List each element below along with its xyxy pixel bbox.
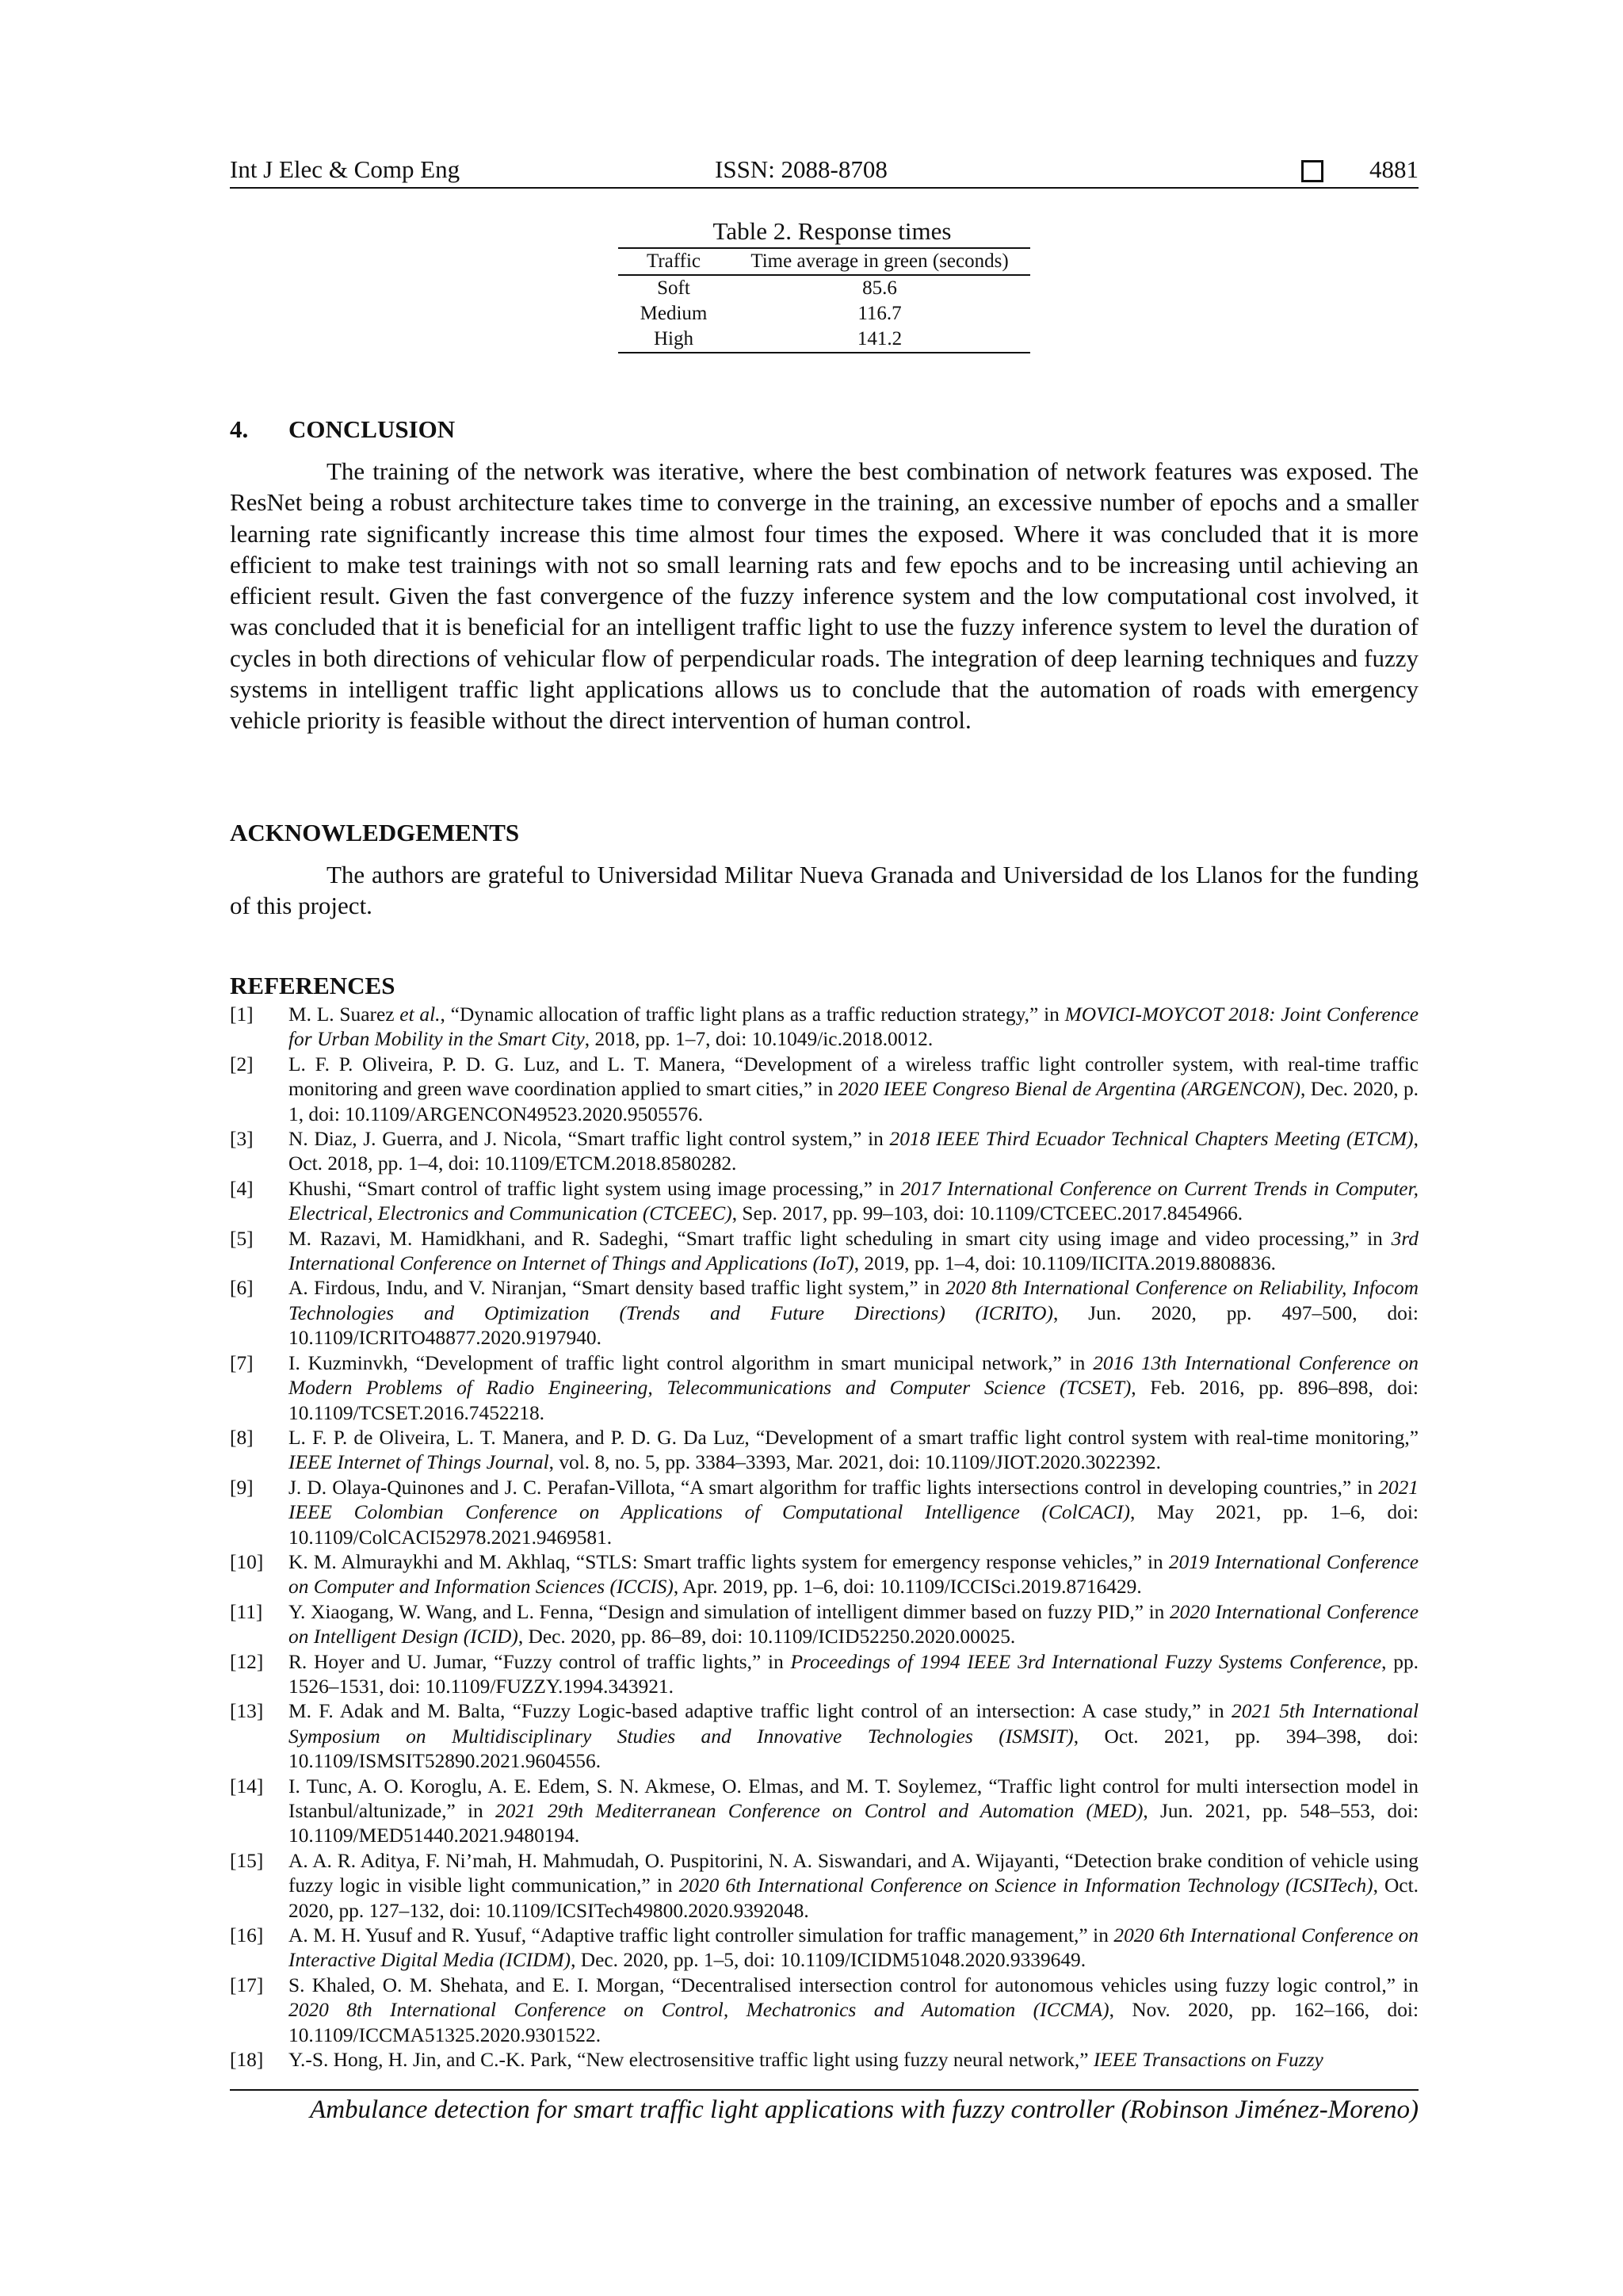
reference-venue: 2021 29th Mediterranean Conference on Control and Automation (MED) xyxy=(495,1800,1144,1822)
reference-segment: , 2019, pp. 1–4, doi: 10.1109/IICITA.2019.8808836. xyxy=(854,1252,1277,1275)
reference-venue: 2020 8th International Conference on Reliability, Infocom Technologies and Optimization (Trends and Future Directions) (ICRITO) xyxy=(288,1277,1419,1324)
reference-item xyxy=(230,2048,1419,2073)
conclusion-heading xyxy=(230,415,455,444)
reference-venue: 3rd International Conference on Internet of Things and Applications (IoT) xyxy=(288,1227,1419,1275)
reference-number: [2] xyxy=(230,1052,254,1075)
reference-number: [4] xyxy=(230,1177,254,1200)
reference-segment: , Apr. 2019, pp. 1–6, doi: 10.1109/ICCISci.2019.8716429. xyxy=(673,1576,1142,1599)
table-column-header: Traffic xyxy=(618,248,729,275)
reference-segment: , pp. 1526–1531, doi: 10.1109/FUZZY.1994.343921. xyxy=(288,1650,1419,1698)
reference-segment: , Dec. 2020, pp. 86–89, doi: 10.1109/ICID52250.2020.00025. xyxy=(517,1626,1016,1648)
reference-item xyxy=(230,1849,1419,1924)
reference-venue: et al. xyxy=(399,1003,441,1026)
reference-number: [10] xyxy=(230,1550,264,1573)
reference-segment: M. L. Suarez xyxy=(288,1003,400,1026)
header-rule xyxy=(230,187,1419,189)
reference-venue: 2020 8th International Conference on Control, Mechatronics and Automation (ICCMA) xyxy=(288,1999,1109,2022)
reference-item xyxy=(230,1127,1419,1177)
reference-segment: K. M. Almuraykhi and M. Akhlaq, “STLS: Smart traffic lights system for emergency response vehicles,” in xyxy=(288,1550,1169,1573)
reference-item xyxy=(230,1600,1419,1650)
reference-text xyxy=(288,2048,1419,2073)
references-heading: REFERENCES xyxy=(230,972,395,999)
reference-segment: J. D. Olaya-Quinones and J. C. Perafan-Villota, “A smart algorithm for traffic lights intersections control in developing countries,” in xyxy=(288,1476,1379,1499)
reference-segment: , May 2021, pp. 1–6, doi: 10.1109/ColCACI52978.2021.9469581. xyxy=(288,1501,1419,1549)
reference-number: [8] xyxy=(230,1426,254,1449)
reference-item xyxy=(230,1650,1419,1700)
reference-segment: , Oct. 2018, pp. 1–4, doi: 10.1109/ETCM.2018.8580282. xyxy=(288,1128,1419,1175)
reference-item xyxy=(230,1052,1419,1127)
reference-text xyxy=(288,1849,1419,1924)
reference-venue: MOVICI-MOYCOT 2018: Joint Conference for Urban Mobility in the Smart City xyxy=(288,1003,1419,1051)
reference-segment: A. M. H. Yusuf and R. Yusuf, “Adaptive traffic light controller simulation for traffic management,” in xyxy=(288,1924,1114,1947)
reference-segment: , Oct. 2020, pp. 127–132, doi: 10.1109/ICSITech49800.2020.9392048. xyxy=(288,1874,1419,1922)
table-caption: Table 2. Response times xyxy=(712,217,952,245)
reference-venue: 2019 International Conference on Computer and Information Sciences (ICCIS) xyxy=(288,1550,1419,1599)
reference-text xyxy=(288,1177,1419,1227)
reference-text xyxy=(288,1052,1419,1127)
reference-segment: R. Hoyer and U. Jumar, “Fuzzy control of traffic lights,” in xyxy=(288,1650,791,1673)
reference-text xyxy=(288,1924,1419,1973)
reference-segment: Y.-S. Hong, H. Jin, and C.-K. Park, “New electrosensitive traffic light using fuzzy neural network,” xyxy=(288,2049,1094,2072)
reference-item xyxy=(230,1924,1419,1973)
reference-venue: 2021 IEEE Colombian Conference on Applications of Computational Intelligence (ColCACI) xyxy=(288,1476,1419,1524)
reference-text xyxy=(288,1973,1419,2048)
reference-segment: M. F. Adak and M. Balta, “Fuzzy Logic-based adaptive traffic light control of an intersection: A case study,” in xyxy=(288,1700,1232,1723)
reference-segment: , Jun. 2021, pp. 548–553, doi: 10.1109/MED51440.2021.9480194. xyxy=(288,1800,1419,1847)
reference-segment: A. A. R. Aditya, F. Ni’mah, H. Mahmudah, O. Puspitorini, N. A. Siswandari, and A. Wijayanti, “Detection brake condition of vehicle using fuzzy logic in visible light communication,” in xyxy=(288,1849,1419,1897)
reference-number: [14] xyxy=(230,1775,264,1797)
reference-number: [12] xyxy=(230,1650,264,1673)
table-row xyxy=(618,275,1030,301)
page-number: 4881 xyxy=(1369,155,1419,183)
table-column-header: Time average in green (seconds) xyxy=(729,248,1030,275)
reference-item xyxy=(230,1276,1419,1350)
reference-segment: , Dec. 2020, p. 1, doi: 10.1109/ARGENCON49523.2020.9505576. xyxy=(288,1078,1419,1125)
reference-venue: 2016 13th International Conference on Modern Problems of Radio Engineering, Telecommunications and Computer Science (TCSET) xyxy=(288,1351,1419,1400)
table-cell: Medium xyxy=(640,303,708,324)
reference-venue: IEEE Transactions on Fuzzy xyxy=(1093,2049,1323,2072)
reference-segment: , Sep. 2017, pp. 99–103, doi: 10.1109/CTCEEC.2017.8454966. xyxy=(731,1202,1243,1225)
reference-item xyxy=(230,1003,1419,1052)
reference-number: [16] xyxy=(230,1924,264,1947)
reference-item xyxy=(230,1227,1419,1277)
reference-segment: , 2018, pp. 1–7, doi: 10.1049/ic.2018.0012. xyxy=(584,1028,934,1051)
reference-text xyxy=(288,1699,1419,1774)
section-number: 4. xyxy=(230,415,249,443)
reference-venue: 2020 IEEE Congreso Bienal de Argentina (ARGENCON) xyxy=(838,1078,1301,1101)
running-footer: Ambulance detection for smart traffic light applications with fuzzy controller (Robinson Jiménez-Moreno) xyxy=(310,2095,1419,2124)
reference-item xyxy=(230,1426,1419,1476)
reference-venue: 2020 6th International Conference on Interactive Digital Media (ICIDM) xyxy=(288,1924,1419,1972)
reference-number: [6] xyxy=(230,1277,254,1300)
reference-text xyxy=(288,1127,1419,1177)
reference-venue: 2017 International Conference on Current Trends in Computer, Electrical, Electronics and Communication (CTCEEC) xyxy=(288,1177,1419,1225)
acknowledgements-paragraph: The authors are grateful to Universidad Militar Nueva Granada and Universidad de los Llanos for the funding of this project. xyxy=(230,861,1419,920)
table-cell: 116.7 xyxy=(857,303,902,324)
reference-segment: I. Tunc, A. O. Koroglu, A. E. Edem, S. N. Akmese, O. Elmas, and M. T. Soylemez, “Traffic light control for multi intersection model in Istanbul/altunizade,” in xyxy=(288,1775,1419,1822)
table-row xyxy=(618,301,1030,327)
reference-number: [11] xyxy=(230,1600,263,1623)
reference-segment: , Feb. 2016, pp. 896–898, doi: 10.1109/TCSET.2016.7452218. xyxy=(288,1377,1419,1424)
table-cell: 141.2 xyxy=(729,327,1030,353)
reference-venue: 2020 International Conference on Intelligent Design (ICID) xyxy=(288,1600,1419,1648)
reference-text xyxy=(288,1276,1419,1350)
reference-segment: Y. Xiaogang, W. Wang, and L. Fenna, “Design and simulation of intelligent dimmer based on fuzzy PID,” in xyxy=(288,1600,1170,1623)
reference-venue: Proceedings of 1994 IEEE 3rd International Fuzzy Systems Conference xyxy=(790,1650,1382,1673)
section-title: CONCLUSION xyxy=(288,415,456,443)
reference-segment: I. Kuzminvkh, “Development of traffic light control algorithm in smart municipal network,” in xyxy=(288,1351,1094,1374)
running-header xyxy=(230,155,1419,189)
reference-text xyxy=(288,1476,1419,1550)
reference-segment: Khushi, “Smart control of traffic light system using image processing,” in xyxy=(288,1177,901,1200)
reference-segment: M. Razavi, M. Hamidkhani, and R. Sadeghi, “Smart traffic light scheduling in smart city using image and video processing,” in xyxy=(288,1227,1392,1250)
reference-number: [3] xyxy=(230,1128,254,1151)
table-cell: Soft xyxy=(657,277,690,299)
reference-item xyxy=(230,1775,1419,1849)
reference-venue: IEEE Internet of Things Journal xyxy=(288,1451,549,1474)
reference-item xyxy=(230,1476,1419,1550)
reference-segment: , Dec. 2020, pp. 1–5, doi: 10.1109/ICIDM51048.2020.9339649. xyxy=(571,1949,1086,1972)
conclusion-paragraph: The training of the network was iterative, where the best combination of network features was exposed. The ResNet being a robust architecture takes time to converge in the training, an excessive number of epochs and a smaller learning rate significantly increase this time almost four times the exposed. Where it was concluded that it is more efficient to make test trainings with not so small learning rats and few epochs and to be increasing until achieving an efficient result. Given the fast convergence of the fuzzy inference system and the low computational cost involved, it was concluded that it is beneficial for an intelligent traffic light to use the fuzzy inference system to level the duration of cycles in both directions of vehicular flow of perpendicular roads. The integration of deep learning techniques and fuzzy systems in intelligent traffic light applications allows us to conclude that the automation of roads with emergency vehicle priority is feasible without the direct intervention of human control. xyxy=(230,457,1419,735)
reference-text xyxy=(288,1775,1419,1849)
reference-item xyxy=(230,1550,1419,1600)
reference-item xyxy=(230,1699,1419,1774)
reference-segment: , “Dynamic allocation of traffic light plans as a traffic reduction strategy,” in xyxy=(440,1003,1065,1026)
table-header-row xyxy=(618,248,1030,275)
reference-item xyxy=(230,1351,1419,1426)
reference-item xyxy=(230,1973,1419,2048)
reference-text xyxy=(288,1650,1419,1700)
reference-number: [15] xyxy=(230,1849,264,1872)
reference-number: [17] xyxy=(230,1973,264,1996)
reference-number: [13] xyxy=(230,1700,264,1723)
reference-text xyxy=(288,1227,1419,1277)
reference-number: [5] xyxy=(230,1227,254,1250)
reference-segment: L. F. P. Oliveira, P. D. G. Luz, and L. T. Manera, “Development of a wireless traffic light controller system, with real-time traffic monitoring and green wave coordination applied to smart cities,” in xyxy=(288,1052,1419,1101)
reference-text xyxy=(288,1351,1419,1426)
reference-venue: 2021 5th International Symposium on Multidisciplinary Studies and Innovative Technologies (ISMSIT) xyxy=(288,1700,1419,1748)
reference-number: [1] xyxy=(230,1003,254,1026)
reference-segment: S. Khaled, O. M. Shehata, and E. I. Morgan, “Decentralised intersection control for autonomous vehicles using fuzzy logic control,” in xyxy=(288,1973,1419,1996)
reference-venue: 2020 6th International Conference on Science in Information Technology (ICSITech) xyxy=(678,1874,1373,1897)
reference-number: [7] xyxy=(230,1351,254,1374)
reference-text xyxy=(288,1426,1419,1476)
reference-number: [18] xyxy=(230,2049,264,2072)
reference-segment: , Jun. 2020, pp. 497–500, doi: 10.1109/ICRITO48877.2020.9197940. xyxy=(288,1301,1419,1350)
reference-venue: 2018 IEEE Third Ecuador Technical Chapters Meeting (ETCM) xyxy=(889,1128,1414,1151)
table-cell: High xyxy=(618,327,729,353)
footer-rule xyxy=(230,2089,1419,2091)
reference-segment: , Oct. 2021, pp. 394–398, doi: 10.1109/ISMSIT52890.2021.9604556. xyxy=(288,1725,1419,1773)
journal-name: Int J Elec & Comp Eng xyxy=(230,155,460,183)
reference-text xyxy=(288,1550,1419,1600)
reference-segment: A. Firdous, Indu, and V. Niranjan, “Smart density based traffic light system,” in xyxy=(288,1277,946,1300)
reference-segment: , Nov. 2020, pp. 162–166, doi: 10.1109/ICCMA51325.2020.9301522. xyxy=(288,1999,1419,2046)
reference-segment: , vol. 8, no. 5, pp. 3384–3393, Mar. 2021, doi: 10.1109/JIOT.2020.3022392. xyxy=(548,1451,1161,1474)
table-cell: 85.6 xyxy=(862,277,897,299)
reference-segment: L. F. P. de Oliveira, L. T. Manera, and P. D. G. Da Luz, “Development of a smart traffic light control system with real-time monitoring,” xyxy=(288,1426,1419,1449)
acknowledgements-heading: ACKNOWLEDGEMENTS xyxy=(230,819,520,846)
issn: ISSN: 2088-8708 xyxy=(715,155,888,183)
checkbox-square-icon xyxy=(1301,160,1323,182)
reference-text xyxy=(288,1600,1419,1650)
references-list xyxy=(230,1003,1419,2073)
reference-text xyxy=(288,1003,1419,1052)
table-row xyxy=(618,327,1030,353)
reference-item xyxy=(230,1177,1419,1227)
response-times-table xyxy=(618,216,1030,353)
reference-segment: N. Diaz, J. Guerra, and J. Nicola, “Smart traffic light control system,” in xyxy=(288,1128,890,1151)
reference-number: [9] xyxy=(230,1476,254,1499)
